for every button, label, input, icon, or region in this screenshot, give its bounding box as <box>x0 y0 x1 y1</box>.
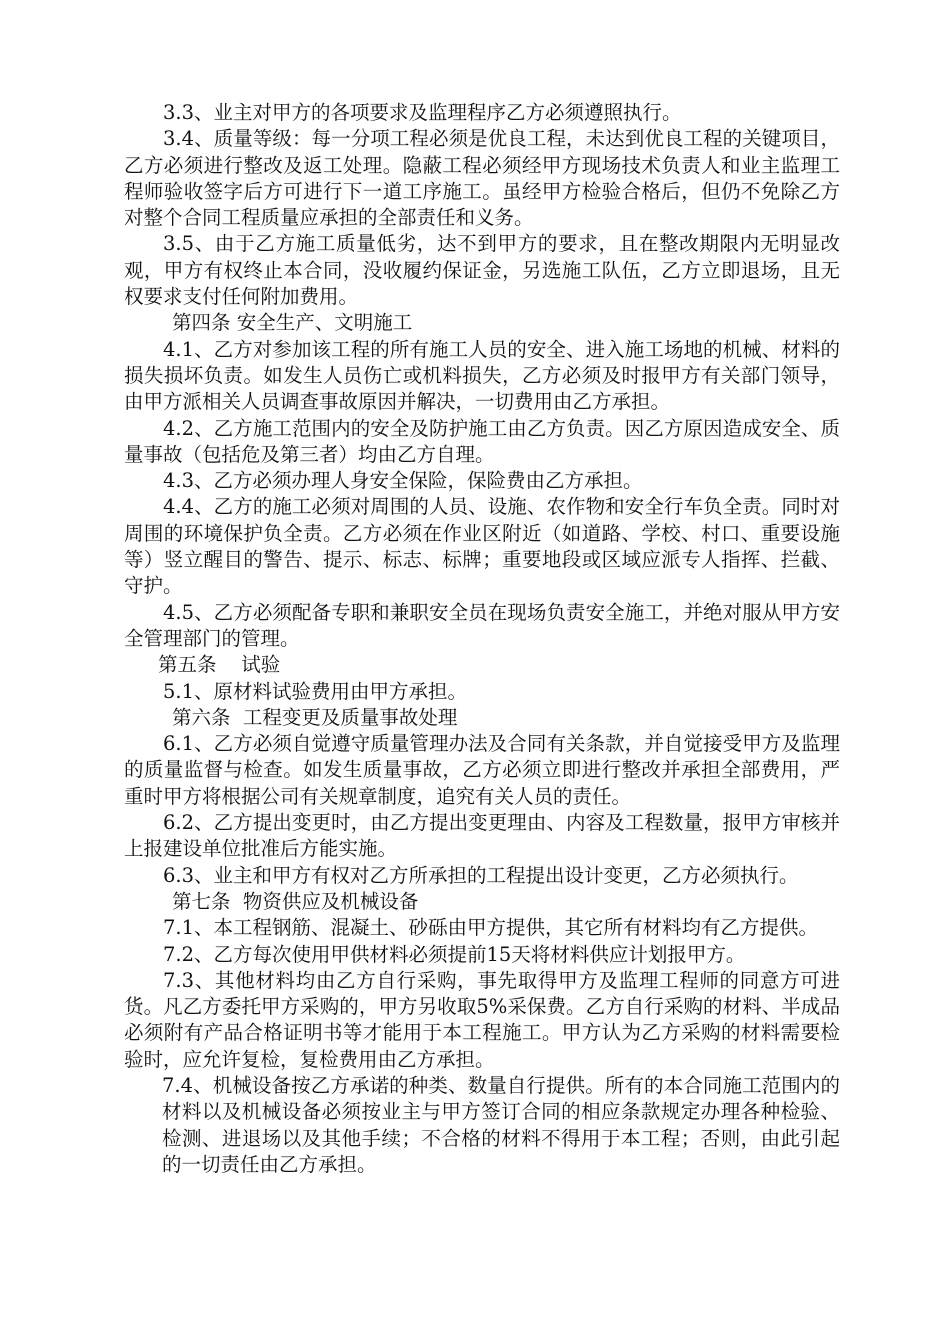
clause-4-4: 4.4、乙方的施工必须对周围的人员、设施、农作物和安全行车负全责。同时对周围的环境保护负全责。乙方必须在作业区附近（如道路、学校、村口、重要设施等）竖立醒目的警告、提示、标志、标牌；重要地段或区域应派专人指挥、拦截、守护。 <box>124 495 840 598</box>
clause-3-3: 3.3、业主对甲方的各项要求及监理程序乙方必须遵照执行。 <box>163 101 682 124</box>
clause-7-2: 7.2、乙方每次使用甲供材料必须提前15天将材料供应计划报甲方。 <box>163 942 746 966</box>
clause-3-4: 3.4、质量等级：每一分项工程必须是优良工程，未达到优良工程的关键项目，乙方必须进行整改及返工处理。隐蔽工程必须经甲方现场技术负责人和业主监理工程师验收签字后方可进行下一道工序施工。虽经甲方检验合格后，但仍不免除乙方对整个合同工程质量应承担的全部责任和义务。 <box>124 127 840 230</box>
clause-4-3: 4.3、乙方必须办理人身安全保险，保险费由乙方承担。 <box>163 469 643 493</box>
clause-6-3: 6.3、业主和甲方有权对乙方所承担的工程提出设计变更，乙方必须执行。 <box>163 863 799 887</box>
article-6-heading: 第六条 工程变更及质量事故处理 <box>172 705 458 729</box>
document-body <box>124 100 840 1178</box>
clause-4-2: 4.2、乙方施工范围内的安全及防护施工由乙方负责。因乙方原因造成安全、质量事故（包括危及第三者）均由乙方自理。 <box>124 416 840 466</box>
clause-5-1: 5.1、原材料试验费用由甲方承担。 <box>163 679 468 703</box>
clause-6-1: 6.1、乙方必须自觉遵守质量管理办法及合同有关条款，并自觉接受甲方及监理的质量监督与检查。如发生质量事故，乙方必须立即进行整改并承担全部费用，严重时甲方将根据公司有关规章制度，追究有关人员的责任。 <box>124 732 840 808</box>
clause-7-1: 7.1、本工程钢筋、混凝土、砂砾由甲方提供，其它所有材料均有乙方提供。 <box>163 916 819 940</box>
article-5-heading: 第五条 试验 <box>158 653 281 677</box>
clause-7-4: 7.4、机械设备按乙方承诺的种类、数量自行提供。所有的本合同施工范围内的材料以及机械设备必须按业主与甲方签订合同的相应条款规定办理各种检验、检测、进退场以及其他手续；不合格的材料不得用于本工程；否则，由此引起的一切责任由乙方承担。 <box>162 1073 840 1176</box>
article-4-heading: 第四条 安全生产、文明施工 <box>172 311 413 335</box>
clause-6-2: 6.2、乙方提出变更时，由乙方提出变更理由、内容及工程数量，报甲方审核并上报建设单位批准后方能实施。 <box>124 811 840 861</box>
clause-4-5: 4.5、乙方必须配备专职和兼职安全员在现场负责安全施工，并绝对服从甲方安全管理部门的管理。 <box>124 600 840 650</box>
article-7-heading: 第七条 物资供应及机械设备 <box>172 889 419 913</box>
clause-4-1: 4.1、乙方对参加该工程的所有施工人员的安全、进入施工场地的机械、材料的损失损坏负责。如发生人员伤亡或机料损失，乙方必须及时报甲方有关部门领导，由甲方派相关人员调查事故原因并解决，一切费用由乙方承担。 <box>124 337 840 414</box>
clause-7-3: 7.3、其他材料均由乙方自行采购，事先取得甲方及监理工程师的同意方可进货。凡乙方委托甲方采购的，甲方另收取5%采保费。乙方自行采购的材料、半成品必须附有产品合格证明书等才能用于本工程施工。甲方认为乙方采购的材料需要检验时，应允许复检，复检费用由乙方承担。 <box>124 968 840 1071</box>
clause-3-5: 3.5、由于乙方施工质量低劣，达不到甲方的要求，且在整改期限内无明显改观，甲方有权终止本合同，没收履约保证金，另选施工队伍，乙方立即退场，且无权要求支付任何附加费用。 <box>124 232 840 309</box>
